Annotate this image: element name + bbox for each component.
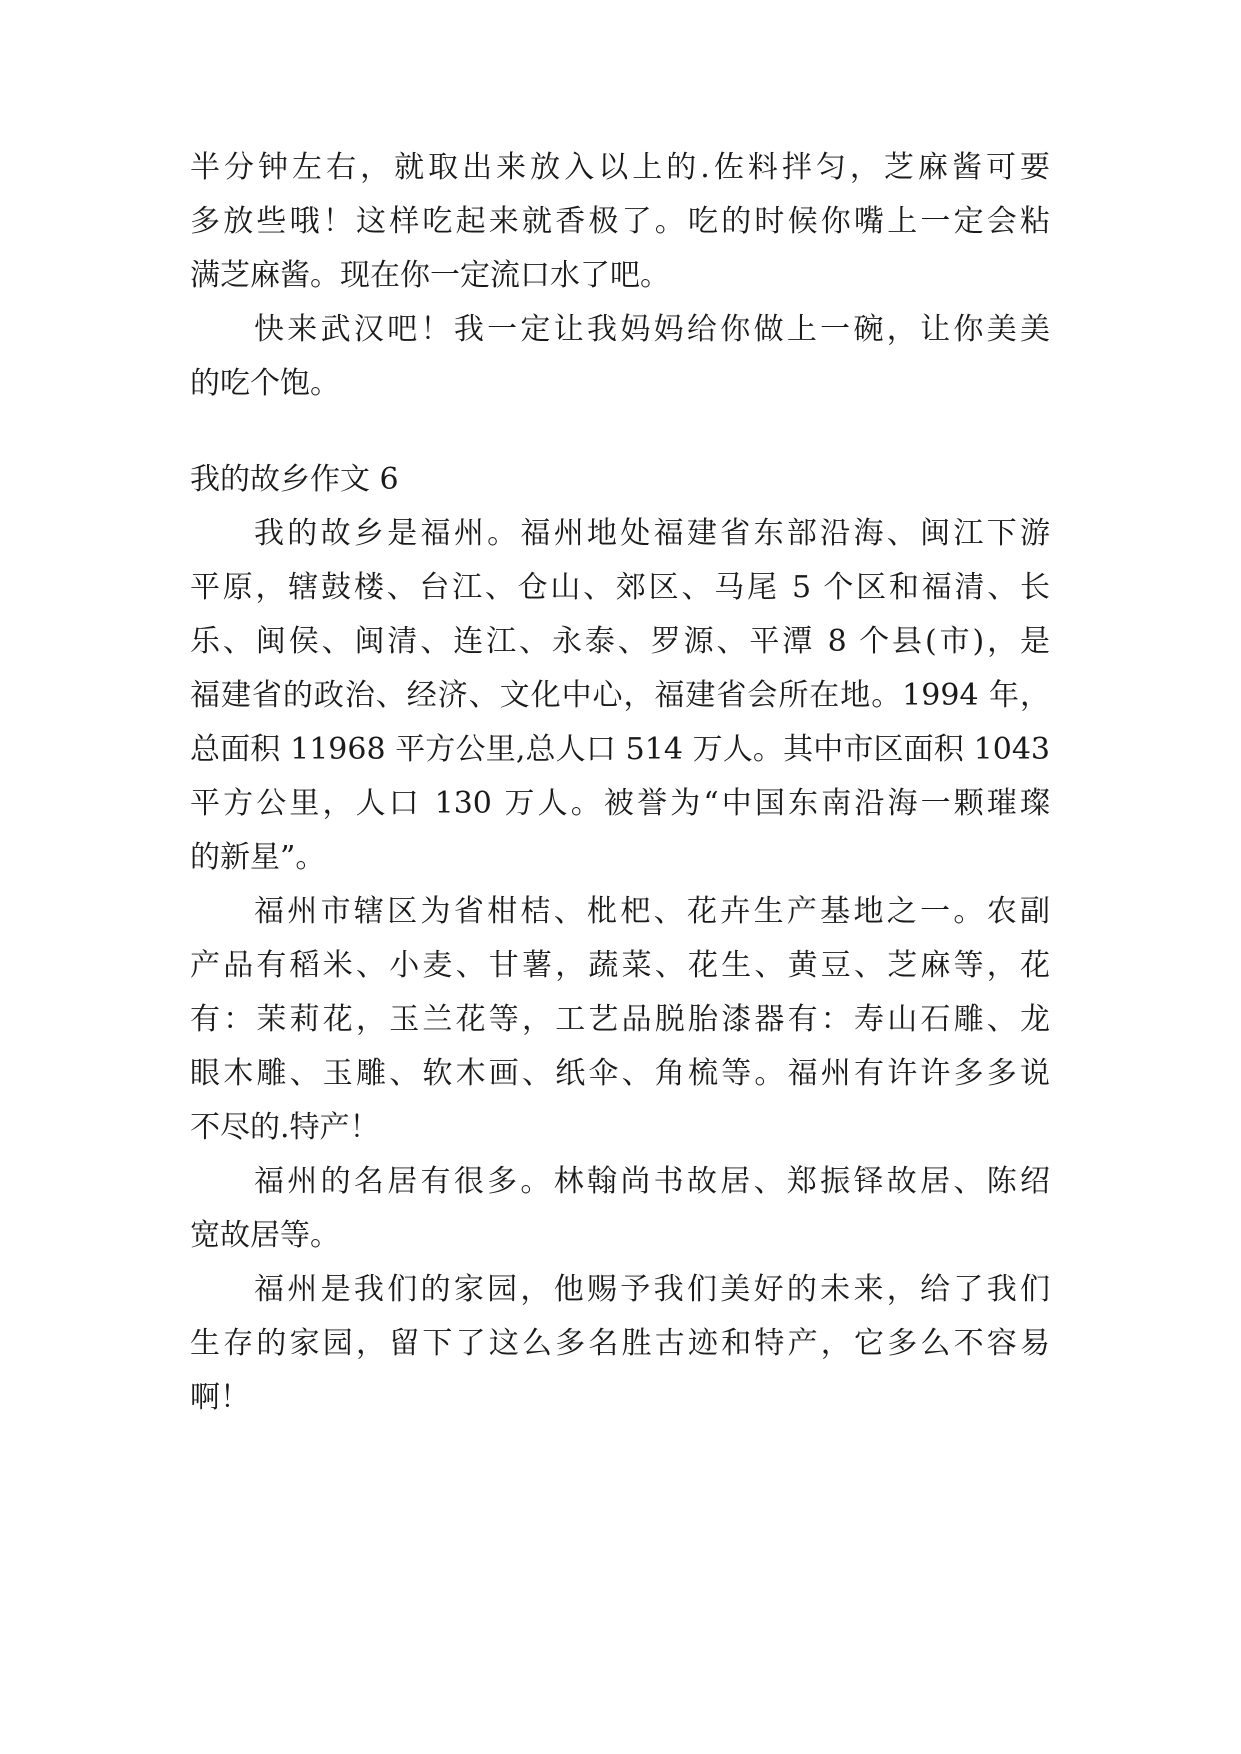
paragraph-line: 的吃个饱。 bbox=[190, 366, 340, 401]
paragraph-line: 有：茉莉花，玉兰花等，工艺品脱胎漆器有：寿山石雕、龙 bbox=[190, 1002, 1050, 1037]
paragraph-line: 生存的家园，留下了这么多名胜古迹和特产，它多么不容易 bbox=[190, 1326, 1050, 1361]
paragraph-line: 啊！ bbox=[190, 1380, 250, 1415]
section-title: 我的故乡作文 6 bbox=[190, 462, 399, 497]
paragraph-line: 不尽的.特产！ bbox=[190, 1110, 380, 1145]
paragraph-line: 满芝麻酱。现在你一定流口水了吧。 bbox=[190, 258, 670, 293]
paragraph-line: 的新星”。 bbox=[190, 840, 326, 875]
paragraph-line: 平方公里，人口 130 万人。被誉为“中国东南沿海一颗璀璨 bbox=[190, 786, 1050, 821]
paragraph-line: 多放些哦！这样吃起来就香极了。吃的时候你嘴上一定会粘 bbox=[190, 204, 1050, 239]
paragraph-line: 我的故乡是福州。福州地处福建省东部沿海、闽江下游 bbox=[254, 516, 1050, 551]
paragraph-line: 乐、闽侯、闽清、连江、永泰、罗源、平潭 8 个县(市)，是 bbox=[190, 624, 1050, 659]
paragraph-line: 总面积 11968 平方公里,总人口 514 万人。其中市区面积 1043 bbox=[190, 732, 1050, 767]
paragraph-line: 宽故居等。 bbox=[190, 1218, 340, 1253]
paragraph-line: 产品有稻米、小麦、甘薯，蔬菜、花生、黄豆、芝麻等，花 bbox=[190, 948, 1050, 983]
paragraph-line: 眼木雕、玉雕、软木画、纸伞、角梳等。福州有许许多多说 bbox=[190, 1056, 1050, 1091]
paragraph-line: 福建省的政治、经济、文化中心，福建省会所在地。1994 年， bbox=[190, 678, 1050, 713]
paragraph-line: 半分钟左右，就取出来放入以上的.佐料拌匀，芝麻酱可要 bbox=[190, 150, 1050, 185]
paragraph-line: 福州市辖区为省柑桔、枇杷、花卉生产基地之一。农副 bbox=[254, 894, 1050, 929]
paragraph-line: 福州的名居有很多。林翰尚书故居、郑振铎故居、陈绍 bbox=[254, 1164, 1050, 1199]
paragraph-line: 福州是我们的家园，他赐予我们美好的未来，给了我们 bbox=[254, 1272, 1050, 1307]
paragraph-line: 快来武汉吧！我一定让我妈妈给你做上一碗，让你美美 bbox=[254, 312, 1050, 347]
paragraph-line: 平原，辖鼓楼、台江、仓山、郊区、马尾 5 个区和福清、长 bbox=[190, 570, 1050, 605]
